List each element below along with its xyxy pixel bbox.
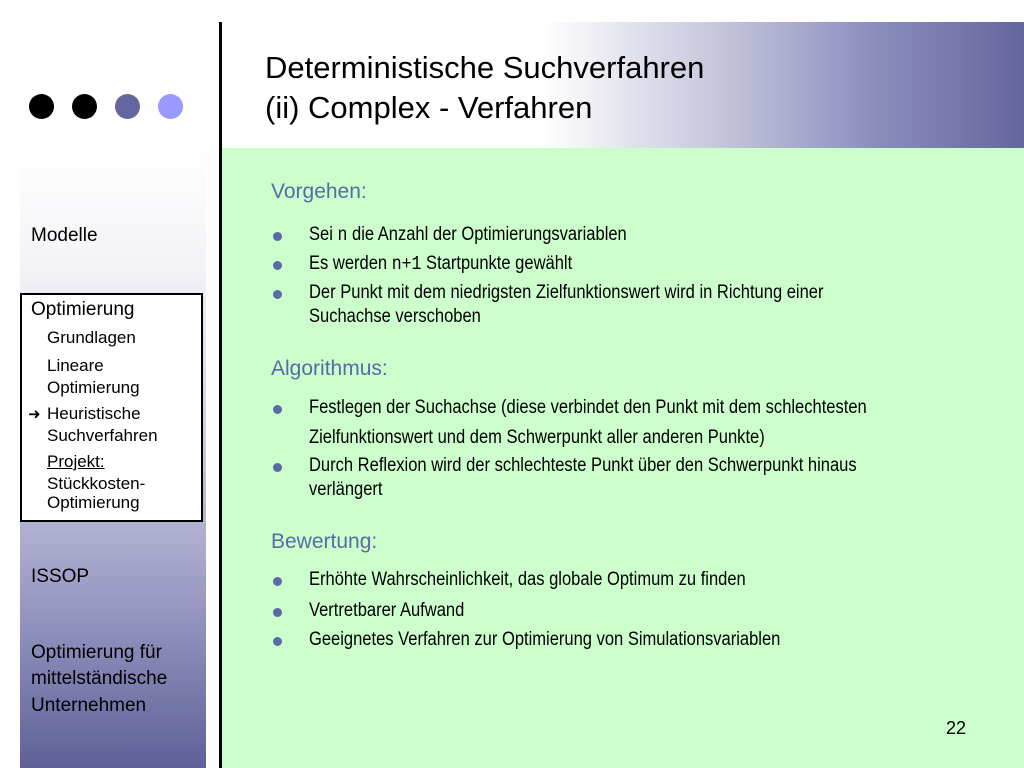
bullet-vorgehen-1: Sei n die Anzahl der Optimierungsvariablen: [309, 224, 627, 246]
nav-grundlagen[interactable]: Grundlagen: [47, 328, 136, 347]
slide-title-line2: (ii) Complex - Verfahren: [265, 90, 593, 125]
heading-bewertung: Bewertung:: [271, 530, 378, 553]
nav-issop[interactable]: ISSOP: [31, 566, 90, 587]
bullet-dot: [273, 463, 282, 472]
bullet-algorithmus-1-line1: Festlegen der Suchachse (diese verbindet den Punkt mit dem schlechtesten: [309, 397, 867, 418]
bullet-dot: [273, 637, 282, 646]
page-number: 22: [946, 718, 967, 738]
heading-vorgehen: Vorgehen:: [271, 180, 367, 203]
dot-4: [158, 94, 183, 119]
nav-modelle[interactable]: Modelle: [31, 225, 98, 246]
dot-3: [115, 94, 140, 119]
bullet-bewertung-2: Vertretbarer Aufwand: [309, 600, 465, 621]
nav-stueckkosten-line2[interactable]: Optimierung: [47, 493, 140, 512]
nav-kmu-line2[interactable]: mittelständische: [31, 668, 168, 689]
nav-lineare-line1[interactable]: Lineare: [47, 356, 104, 375]
bullet-dot: [273, 405, 282, 414]
bullet-vorgehen-3-line2: Suchachse verschoben: [309, 306, 481, 327]
bullet-bewertung-3: Geeignetes Verfahren zur Optimierung von Simulationsvariablen: [309, 629, 781, 650]
dot-2: [72, 94, 97, 119]
bullet-dot: [273, 577, 282, 586]
nav-kmu-line3[interactable]: Unternehmen: [31, 695, 147, 716]
bullet-dot: [273, 232, 282, 241]
nav-lineare-line2[interactable]: Optimierung: [47, 378, 140, 397]
bullet-dot: [273, 608, 282, 617]
bullet-algorithmus-1-line2: Zielfunktionswert und dem Schwerpunkt aller anderen Punkte): [309, 427, 765, 448]
nav-stueckkosten-line1[interactable]: Stückkosten-: [47, 474, 146, 493]
bullet-algorithmus-2-line1: Durch Reflexion wird der schlechteste Punkt über den Schwerpunkt hinaus: [309, 455, 857, 476]
nav-heuristische-line2[interactable]: Suchverfahren: [47, 426, 158, 445]
divider-line: [219, 22, 222, 768]
bullet-vorgehen-2: Es werden n+1 Startpunkte gewählt: [309, 253, 573, 275]
bullet-dot: [273, 290, 282, 299]
slide-title-line1: Deterministische Suchverfahren: [265, 50, 705, 85]
bullet-vorgehen-3-line1: Der Punkt mit dem niedrigsten Zielfunktionswert wird in Richtung einer: [309, 282, 824, 303]
bullet-bewertung-1: Erhöhte Wahrscheinlichkeit, das globale Optimum zu finden: [309, 569, 746, 590]
nav-kmu-line1[interactable]: Optimierung für: [31, 642, 162, 663]
dot-1: [29, 94, 54, 119]
bullet-algorithmus-2-line2: verlängert: [309, 479, 383, 500]
current-arrow-icon: ➜: [28, 406, 41, 423]
nav-projekt[interactable]: Projekt:: [47, 452, 105, 471]
nav-heuristische-line1[interactable]: Heuristische: [47, 404, 141, 423]
nav-optimierung[interactable]: Optimierung: [31, 299, 135, 320]
heading-algorithmus: Algorithmus:: [271, 357, 388, 380]
bullet-dot: [273, 261, 282, 270]
